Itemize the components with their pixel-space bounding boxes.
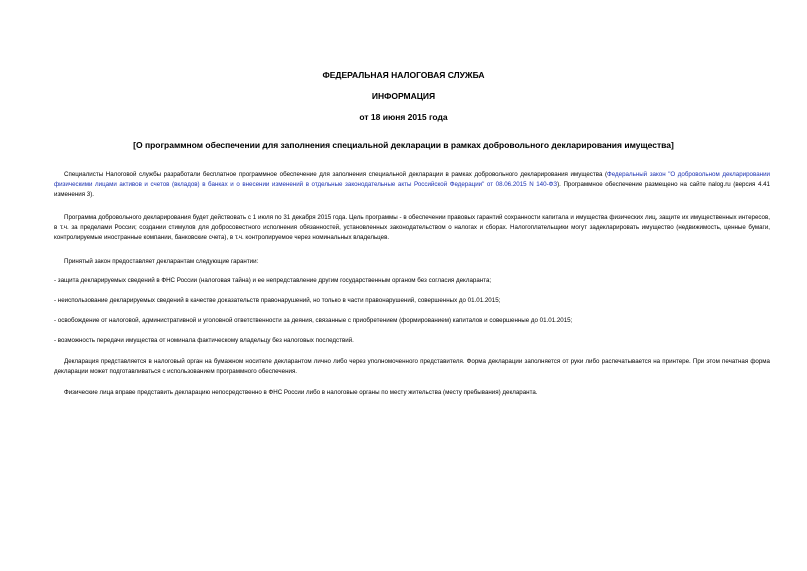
- document-date: от 18 июня 2015 года: [359, 112, 448, 122]
- guarantee-item: - возможность передачи имущества от номинала фактическому владельцу без налоговых последствий.: [54, 337, 354, 344]
- paragraph-submission: Декларация представляется в налоговый орган на бумажном носителе декларантом лично либо через уполномоченного представителя. Форма декларации заполняется от руки либо распечатывается на принтере. При этом печатная форма декларации может подготавливаться с использованием программного обеспечения.: [54, 358, 770, 375]
- agency-name: ФЕДЕРАЛЬНАЯ НАЛОГОВАЯ СЛУЖБА: [322, 70, 485, 80]
- paragraph-software-start: Специалисты Налоговой службы разработали бесплатное программное обеспечение для заполнения специальной декларации в рамках добровольного декларирования имущества (: [64, 171, 608, 178]
- paragraph-program: Программа добровольного декларирования будет действовать с 1 июля по 31 декабря 2015 года. Цель программы - в обеспечении правовых гарантий сохранности капитала и имущества физических лиц, защите их имущественных интересов, в т.ч. за пределами России; создании стимулов для добросовестного исполнения обязанностей, установленных законодательством о налогах и сборах. Налогоплательщики могут задекларировать имущество (недвижимость, ценные бумаги, контролируемые иностранные компании, банковские счета), в т.ч. контролируемое через номинальных владельцев.: [54, 214, 770, 241]
- federal-law-link[interactable]: Федеральный закон "О добровольном декларировании физическими лицами активов и счетов (вкладов) в банках и о внесении изменений в отдельные законодательные акты Российской Федерации" от 08.06.2015 N 140-ФЗ: [54, 171, 770, 188]
- document-title: [О программном обеспечении для заполнения специальной декларации в рамках добровольного декларирования имущества]: [133, 140, 674, 150]
- document-type: ИНФОРМАЦИЯ: [371, 91, 436, 101]
- guarantee-item: - неиспользование декларируемых сведений в качестве доказательств правонарушений, но только в части правонарушений, совершенных до 01.01.2015;: [54, 297, 501, 304]
- paragraph-software-end: ). Программное обеспечение размещено на сайте nalog.ru (версия 4.41 изменения 3).: [54, 181, 770, 198]
- paragraph-guarantees-intro: Принятый закон предоставляет декларантам следующие гарантии:: [64, 258, 259, 265]
- paragraph-software: [54, 170, 770, 200]
- guarantee-item: - освобождение от налоговой, административной и уголовной ответственности за деяния, связанные с приобретением (формированием) капиталов и совершенные до 01.01.2015;: [54, 317, 573, 324]
- guarantee-item: - защита декларируемых сведений в ФНС России (налоговая тайна) и ее непредставление другим государственным органом без согласия декларанта;: [54, 277, 492, 284]
- paragraph-direct-submission: Физические лица вправе представить декларацию непосредственно в ФНС России либо в налоговые органы по месту жительства (месту пребывания) декларанта.: [64, 389, 538, 396]
